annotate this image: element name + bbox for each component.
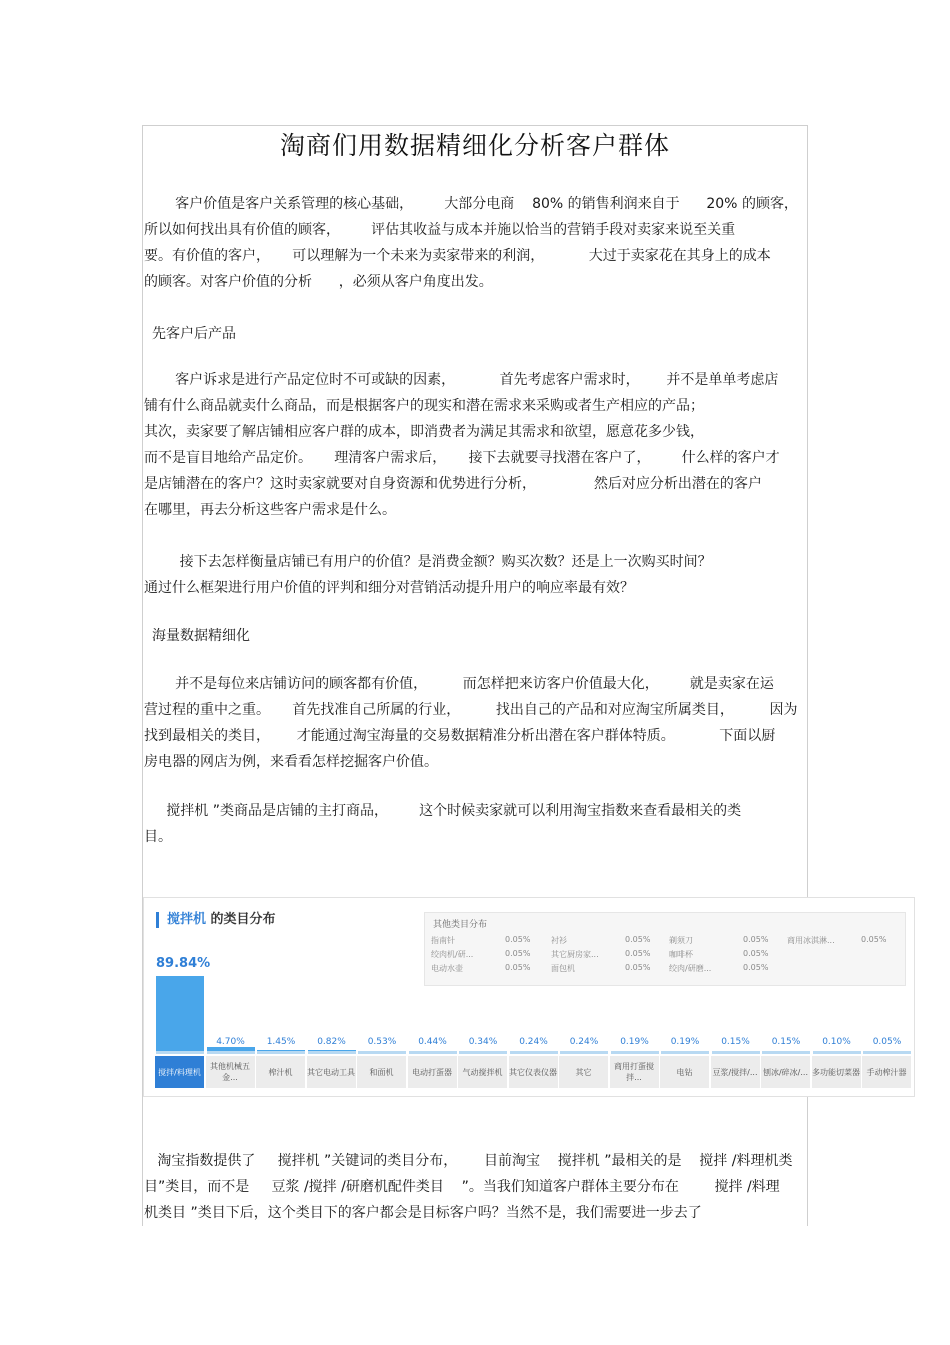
category-tab[interactable]: 其它仪表仪器 xyxy=(509,1056,559,1088)
other-category-name: 衬衫 xyxy=(551,936,567,945)
bar-value-label: 0.24% xyxy=(519,1037,548,1047)
other-category-value: 0.05% xyxy=(625,963,651,972)
bar-value-label: 0.19% xyxy=(670,1037,700,1047)
bar-value-label: 0.05% xyxy=(872,1037,902,1047)
bar-0[interactable] xyxy=(156,976,204,1051)
other-category-value: 0.05% xyxy=(743,935,769,944)
chart-title-rest: 的类目分布 xyxy=(206,912,276,927)
conclusion-paragraph xyxy=(144,1148,804,1226)
bar-baseline xyxy=(409,1051,457,1054)
text-line: 目”类目，而不是 豆浆 /搅拌 /研磨机配件类目 ”。当我们知道客户群体主要分布在 搅拌 /料理 xyxy=(144,1179,780,1195)
other-category-name: 绞肉/研磨... xyxy=(669,964,712,973)
category-tab[interactable]: 搅拌/料理机 xyxy=(155,1056,205,1088)
bar-baseline xyxy=(358,1051,406,1054)
text-line: 通过什么框架进行用户价值的评判和细分对营销活动提升用户的响应率最有效？ xyxy=(144,580,634,596)
bar-value-label: 0.10% xyxy=(822,1037,851,1047)
customer-needs-paragraph xyxy=(144,367,804,523)
category-tab[interactable]: 其他机械五金... xyxy=(206,1056,256,1088)
other-category-name: 剃须刀 xyxy=(669,936,693,945)
bar-value-label: 4.70% xyxy=(216,1037,245,1047)
category-tab[interactable]: 榨汁机 xyxy=(256,1056,306,1088)
bar-baseline xyxy=(510,1051,558,1054)
bar-value-label: 0.44% xyxy=(418,1037,447,1047)
text-line: 机类目 ”类目下后，这个类目下的客户都会是目标客户吗？当然不是，我们需要进一步去了 xyxy=(144,1205,702,1221)
other-category-value: 0.05% xyxy=(625,935,651,944)
text-line: 淘宝指数提供了 搅拌机 ”关键词的类目分布， 目前淘宝 搅拌机 ”最相关的是 搅拌 /料理机类 xyxy=(144,1153,793,1169)
bar-baseline xyxy=(459,1051,507,1054)
category-tab[interactable]: 电钻 xyxy=(660,1056,710,1088)
other-category-value: 0.05% xyxy=(505,949,531,958)
text-line: 目。 xyxy=(144,829,172,845)
other-category-name: 其它厨房家... xyxy=(551,950,599,959)
other-category-name: 咖啡杯 xyxy=(669,950,693,959)
bar-baseline xyxy=(308,1051,356,1054)
blender-paragraph xyxy=(144,798,804,850)
other-category-name: 指南针 xyxy=(431,936,455,945)
text-line: 而不是盲目地给产品定价。 理清客户需求后， 接下去就要寻找潜在客户了， 什么样的客户才 xyxy=(144,450,780,466)
text-line: 在哪里，再去分析这些客户需求是什么。 xyxy=(144,502,396,518)
category-tab[interactable]: 手动榨汁器 xyxy=(862,1056,912,1088)
text-line: 客户价值是客户关系管理的核心基础， 大部分电商 80% 的销售利润来自于 20% 的顾客， xyxy=(144,196,798,212)
bar-baseline xyxy=(257,1051,305,1054)
bar-baseline xyxy=(813,1051,861,1054)
bar-value-label: 0.15% xyxy=(721,1037,750,1047)
section-heading-data-refinement: 海量数据精细化 xyxy=(152,628,250,644)
bar-baseline xyxy=(611,1051,659,1054)
bar-baseline xyxy=(207,1051,255,1054)
text-line: 营过程的重中之重。 首先找准自己所属的行业， 找出自己的产品和对应淘宝所属类目， 因为 xyxy=(144,702,798,718)
chart-bars xyxy=(144,898,914,1096)
other-category-name: 面包机 xyxy=(551,964,575,973)
text-line: 找到最相关的类目， 才能通过淘宝海量的交易数据精准分析出潜在客户群体特质。 下面以厨 xyxy=(144,728,776,744)
bar-value-label: 89.84% xyxy=(156,956,211,972)
other-category-name: 商用冰淇淋... xyxy=(787,936,835,945)
category-tab[interactable]: 气动搅拌机 xyxy=(458,1056,508,1088)
category-tab[interactable]: 豆浆/搅拌/... xyxy=(711,1056,761,1088)
bar-baseline xyxy=(863,1051,911,1054)
other-category-value: 0.05% xyxy=(743,949,769,958)
data-refinement-paragraph xyxy=(144,671,804,775)
bar-baseline xyxy=(762,1051,810,1054)
text-line: 接下去怎样衡量店铺已有用户的价值？是消费金额？购买次数？还是上一次购买时间？ xyxy=(144,554,712,570)
chart-title-keyword: 搅拌机 xyxy=(167,912,207,927)
category-tab[interactable]: 和面机 xyxy=(357,1056,407,1088)
bar-value-label: 0.24% xyxy=(569,1037,599,1047)
text-line: 房电器的网店为例，来看看怎样挖掘客户价值。 xyxy=(144,754,438,770)
other-category-value: 0.05% xyxy=(505,935,531,944)
bar-baseline xyxy=(156,1051,204,1054)
text-line: 要。有价值的客户， 可以理解为一个未来为卖家带来的利润， 大过于卖家花在其身上的成本 xyxy=(144,248,771,264)
text-line: 是店铺潜在的客户？这时卖家就要对自身资源和优势进行分析， 然后对应分析出潜在的客户 xyxy=(144,476,762,492)
text-line: 其次，卖家要了解店铺相应客户群的成本，即消费者为满足其需求和欲望，愿意花多少钱， xyxy=(144,424,704,440)
bar-baseline xyxy=(560,1051,608,1054)
text-line: 所以如何找出具有价值的顾客， 评估其收益与成本并施以恰当的营销手段对卖家来说至关重 xyxy=(144,222,736,238)
category-tab[interactable]: 其它电动工具 xyxy=(307,1056,357,1088)
text-line: 铺有什么商品就卖什么商品，而是根据客户的现实和潜在需求来采购或者生产相应的产品； xyxy=(144,398,704,414)
section-heading-customer-first: 先客户后产品 xyxy=(152,326,236,342)
page-title: 淘商们用数据精细化分析客户群体 xyxy=(279,131,670,160)
bar-value-label: 0.15% xyxy=(771,1037,801,1047)
intro-paragraph xyxy=(144,191,804,295)
other-category-value: 0.05% xyxy=(625,949,651,958)
other-category-name: 电动水壶 xyxy=(431,964,463,973)
other-category-value: 0.05% xyxy=(861,935,887,944)
text-line: 的顾客。对客户价值的分析 ，必须从客户角度出发。 xyxy=(144,274,493,290)
bar-value-label: 0.34% xyxy=(468,1037,498,1047)
category-tab[interactable]: 其它 xyxy=(559,1056,609,1088)
other-category-value: 0.05% xyxy=(505,963,531,972)
bar-baseline xyxy=(712,1051,760,1054)
bar-value-label: 0.19% xyxy=(620,1037,649,1047)
other-categories-title: 其他类目分布 xyxy=(433,920,488,930)
bar-value-label: 1.45% xyxy=(266,1037,296,1047)
category-tab[interactable]: 多功能切菜器 xyxy=(812,1056,862,1088)
value-question-paragraph xyxy=(144,549,804,601)
text-line: 并不是每位来店铺访问的顾客都有价值， 而怎样把来访客户价值最大化， 就是卖家在运 xyxy=(144,676,774,692)
category-tab[interactable]: 电动打蛋器 xyxy=(408,1056,458,1088)
text-line: 客户诉求是进行产品定位时不可或缺的因素， 首先考虑客户需求时， 并不是单单考虑店 xyxy=(144,372,779,388)
category-tab[interactable]: 刨冰/碎冰/... xyxy=(761,1056,811,1088)
text-line: 搅拌机 ”类商品是店铺的主打商品， 这个时候卖家就可以利用淘宝指数来查看最相关的类 xyxy=(144,803,742,819)
bar-baseline xyxy=(661,1051,709,1054)
bar-value-label: 0.53% xyxy=(367,1037,397,1047)
category-tab[interactable]: 商用打蛋搅拌... xyxy=(610,1056,660,1088)
category-distribution-chart xyxy=(143,897,915,1097)
bar-value-label: 0.82% xyxy=(317,1037,346,1047)
other-category-value: 0.05% xyxy=(743,963,769,972)
other-category-name: 绞肉机/研... xyxy=(431,950,474,959)
